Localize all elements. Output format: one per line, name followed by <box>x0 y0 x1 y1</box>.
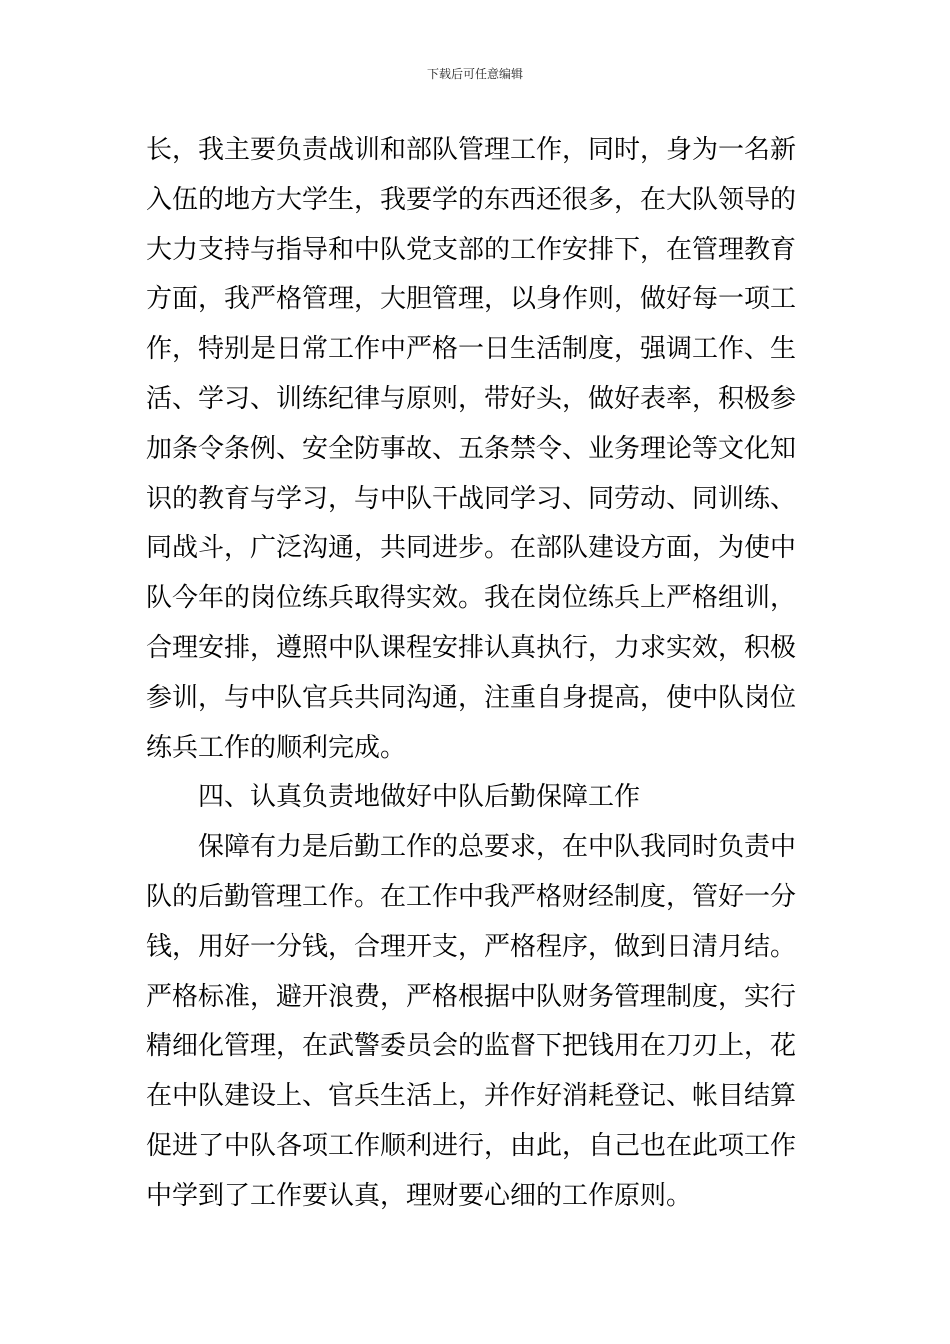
text-line: 在中队建设上、官兵生活上，并作好消耗登记、帐目结算 <box>146 1081 797 1112</box>
text-line: 钱，用好一分钱，合理开支，严格程序，做到日清月结。 <box>146 931 797 962</box>
text-line: 促进了中队各项工作顺利进行，由此，自己也在此项工作 <box>146 1130 797 1161</box>
text-line: 队的后勤管理工作。在工作中我严格财经制度，管好一分 <box>146 881 797 912</box>
text-line: 活、学习、训练纪律与原则，带好头，做好表率，积极参 <box>146 383 797 414</box>
text-line: 参训，与中队官兵共同沟通，注重自身提高，使中队岗位 <box>146 682 797 713</box>
document-body <box>146 126 808 1222</box>
text-line: 保障有力是后勤工作的总要求，在中队我同时负责中 <box>198 832 797 863</box>
text-line: 方面，我严格管理，大胆管理，以身作则，做好每一项工 <box>146 284 797 315</box>
text-line: 长，我主要负责战训和部队管理工作，同时，身为一名新 <box>146 135 797 165</box>
text-line: 精细化管理，在武警委员会的监督下把钱用在刀刃上，花 <box>146 1031 797 1062</box>
text-line: 练兵工作的顺利完成。 <box>146 732 407 763</box>
text-line: 严格标准，避开浪费，严格根据中队财务管理制度，实行 <box>146 981 797 1012</box>
section-heading: 四、认真负责地做好中队后勤保障工作 <box>198 782 641 813</box>
text-line: 大力支持与指导和中队党支部的工作安排下，在管理教育 <box>146 234 797 265</box>
text-line: 同战斗，广泛沟通，共同进步。在部队建设方面，为使中 <box>146 533 797 564</box>
text-line: 加条令条例、安全防事故、五条禁令、业务理论等文化知 <box>146 433 797 464</box>
text-line: 中学到了工作要认真，理财要心细的工作原则。 <box>146 1180 693 1211</box>
text-line: 识的教育与学习，与中队干战同学习、同劳动、同训练、 <box>146 483 797 514</box>
text-line: 队今年的岗位练兵取得实效。我在岗位练兵上严格组训， <box>146 583 797 614</box>
text-line: 合理安排，遵照中队课程安排认真执行，力求实效，积极 <box>146 632 797 663</box>
page-header: 下载后可任意编辑 <box>426 67 523 81</box>
text-line: 作，特别是日常工作中严格一日生活制度，强调工作、生 <box>146 334 797 365</box>
text-line: 入伍的地方大学生，我要学的东西还很多，在大队领导的 <box>146 184 797 215</box>
